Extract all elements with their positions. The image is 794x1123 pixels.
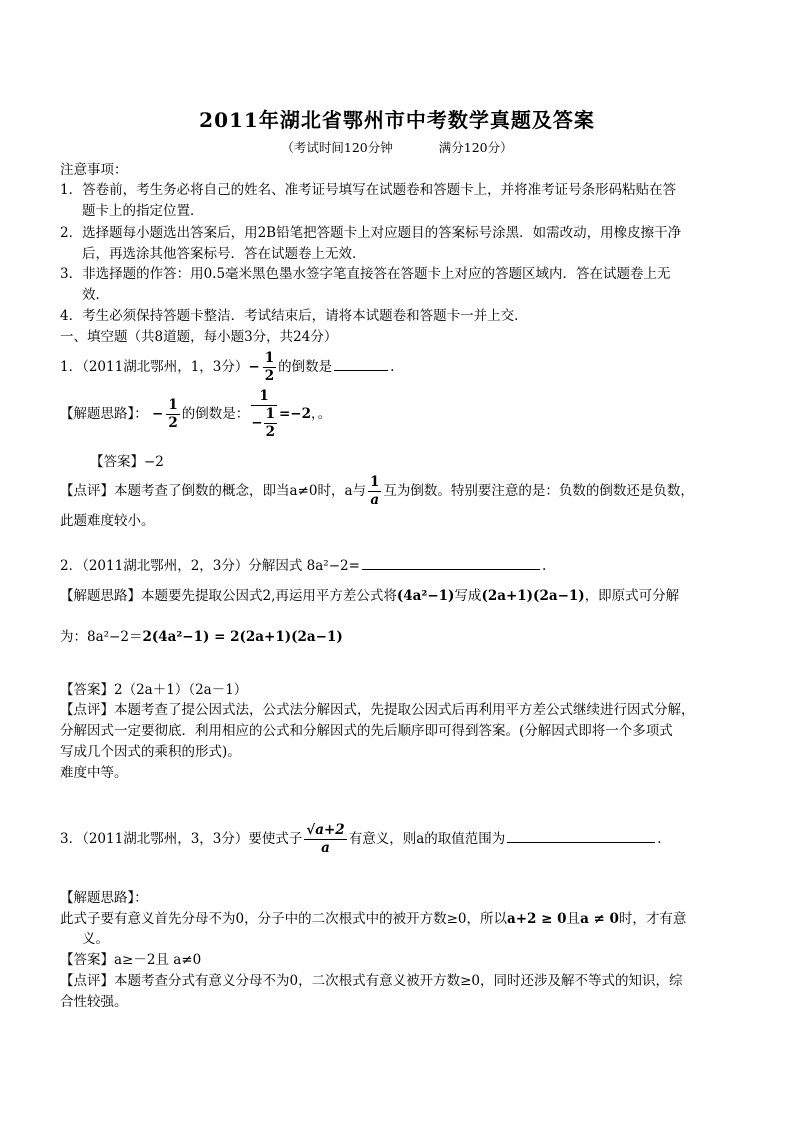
q1-comment-line-1: 【点评】本题考查了倒数的概念，即当a≠0时，a与 $\frac{1}{a}$ 互为倒数。特别要注意的是：负数的倒数还是负数， [60, 474, 694, 508]
note-4: 4．考生必须保持答题卡整洁．考试结束后，请将本试题卷和答题卡一并上交． [60, 308, 528, 324]
q1-answer-blank [334, 356, 388, 371]
page-title: 2011年湖北省鄂州市中考数学真题及答案 [199, 108, 595, 132]
q3-hint-line-2: 义。 [82, 931, 109, 947]
q1-stem: 1．（2011湖北鄂州，1，3分）− $\frac{1}{2}$ 的倒数是 . [60, 350, 395, 384]
q1-hint: 【解题思路】： − $\frac{1}{2}$ 的倒数是： 1 − $\frac{1}{2}$ =−2，。 [60, 388, 332, 440]
note-3-line-2: 效． [82, 287, 109, 303]
exam-info [0, 138, 794, 156]
q3-comment-line-2: 合性较强。 [60, 994, 128, 1010]
q3-answer-blank [507, 828, 655, 843]
q1-fraction: $\frac{1}{2}$ [264, 350, 275, 384]
q1-comment-fraction: $\frac{1}{a}$ [370, 474, 380, 508]
note-1-line-2: 题卡上的指定位置． [82, 203, 204, 219]
q2-hint-line-2: 为：8a²−2＝2(4a²−1) = 2(2a+1)(2a−1) [60, 629, 343, 645]
q3-hint-line-1: 此式子要有意义首先分母不为0，分子中的二次根式中的被开方数≥0，所以a+2 ≥ 0且a ≠ 0时，才有意 [60, 911, 687, 927]
q3-fraction: $\frac{√a+2}{a}$ [306, 822, 345, 856]
q1-answer: 【答案】−2 [90, 454, 164, 470]
section-heading: 一、填空题（共8道题，每小题3分，共24分） [60, 329, 338, 345]
exam-time: （考试时间120分钟 [281, 140, 393, 155]
q2-comment-line-3: 写成几个因式的乘积的形式)。 [60, 744, 241, 760]
q2-stem: 2．（2011湖北鄂州，2，3分）分解因式 8a²−2= . [60, 555, 546, 576]
q3-answer: 【答案】a≥－2且 a≠0 [60, 952, 202, 968]
q3-hint-label: 【解题思路】： [60, 890, 148, 906]
note-3-line-1: 3．非选择题的作答：用0.5毫米黑色墨水签字笔直接答在答题卡上对应的答题区域内．答在试题卷上无 [60, 266, 671, 282]
q3-comment-line-1: 【点评】本题考查分式有意义分母不为0，二次根式有意义被开方数≥0，同时还涉及解不等式的知识，综 [60, 973, 683, 989]
q2-answer-blank [362, 555, 540, 570]
note-2-line-1: 2．选择题每小题选出答案后，用2B铅笔把答题卡上对应题目的答案标号涂黑．如需改动，用橡皮擦干净 [60, 225, 682, 241]
q1-hint-fraction: $\frac{1}{2}$ [168, 397, 178, 431]
q1-hint-complex-fraction: 1 − $\frac{1}{2}$ [251, 388, 275, 440]
note-2-line-2: 后，再选涂其他答案标号．答在试题卷上无效． [82, 246, 366, 262]
q2-answer: 【答案】2（2a＋1）（2a－1） [60, 682, 248, 698]
q1-comment-line-2: 此题难度较小。 [60, 513, 155, 529]
q2-comment-line-1: 【点评】本题考查了提公因式法，公式法分解因式，先提取公因式后再利用平方差公式继续进行因式分解， [60, 702, 695, 718]
notes-heading: 注意事项： [60, 162, 128, 178]
q2-comment-line-4: 难度中等。 [60, 765, 128, 781]
q2-comment-line-2: 分解因式一定要彻底．利用相应的公式和分解因式的先后顺序即可得到答案。(分解因式即将一个多项式 [60, 723, 673, 739]
full-score: 满分120分） [438, 140, 513, 155]
q2-hint-line-1: 【解题思路】本题要先提取公因式2,再运用平方差公式将(4a²−1)写成(2a+1)(2a−1)，即原式可分解 [60, 588, 680, 604]
note-1-line-1: 1．答卷前，考生务必将自己的姓名、准考证号填写在试题卷和答题卡上，并将准考证号条形码粘贴在答 [60, 182, 677, 198]
q3-stem: 3．（2011湖北鄂州，3，3分）要使式子 $\frac{√a+2}{a}$ 有意义，则a的取值范围为 . [60, 822, 662, 856]
